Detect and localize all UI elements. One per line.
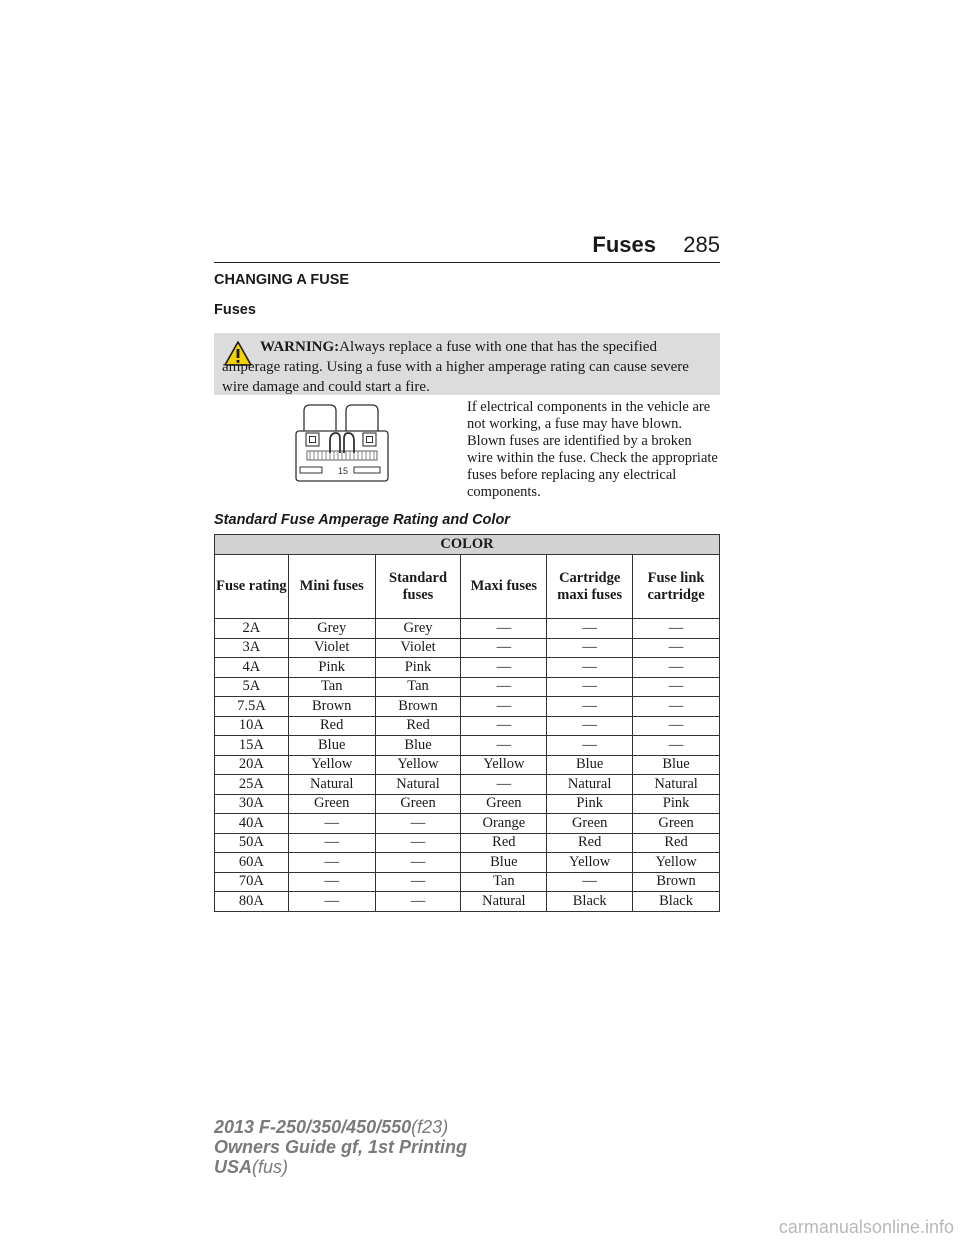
table-cell: — xyxy=(633,677,720,697)
page-header xyxy=(214,232,720,263)
footer-region-code: (fus) xyxy=(252,1157,289,1177)
table-cell: 4A xyxy=(215,658,289,678)
table-cell: Red xyxy=(375,716,461,736)
table-cell: Grey xyxy=(288,619,375,639)
table-cell: Blue xyxy=(461,853,547,873)
table-cell: — xyxy=(633,716,720,736)
column-header: Standard fuses xyxy=(375,555,461,619)
table-row xyxy=(215,677,720,697)
document-footer xyxy=(214,1117,467,1177)
table-cell: — xyxy=(547,716,633,736)
table-cell: Green xyxy=(288,794,375,814)
table-cell: Red xyxy=(461,833,547,853)
warning-text-block xyxy=(222,337,714,397)
table-row xyxy=(215,853,720,873)
table-cell: — xyxy=(461,658,547,678)
table-row xyxy=(215,892,720,912)
table-cell: — xyxy=(461,697,547,717)
table-cell: Brown xyxy=(633,872,720,892)
table-cell: Tan xyxy=(375,677,461,697)
table-cell: 10A xyxy=(215,716,289,736)
table-cell: Natural xyxy=(461,892,547,912)
table-cell: — xyxy=(633,638,720,658)
table-cell: — xyxy=(547,697,633,717)
section-heading: CHANGING A FUSE xyxy=(214,272,350,288)
table-cell: Blue xyxy=(375,736,461,756)
table-cell: — xyxy=(375,892,461,912)
table-cell: Tan xyxy=(461,872,547,892)
table-cell: 70A xyxy=(215,872,289,892)
table-cell: 5A xyxy=(215,677,289,697)
body-paragraph: If electrical components in the vehicle are not working, a fuse may have blown. Blown fuses are identified by a broken wire within the fuse. Check the appropriate fuses before replacing any electrical components. xyxy=(467,399,718,500)
footer-region-line xyxy=(214,1157,467,1177)
table-cell: Yellow xyxy=(288,755,375,775)
table-cell: 25A xyxy=(215,775,289,795)
table-row xyxy=(215,814,720,834)
table-row xyxy=(215,716,720,736)
column-header: Fuse rating xyxy=(215,555,289,619)
table-cell: Pink xyxy=(547,794,633,814)
table-cell: — xyxy=(547,872,633,892)
table-cell: — xyxy=(461,775,547,795)
table-cell: Green xyxy=(461,794,547,814)
table-cell: Blue xyxy=(547,755,633,775)
table-cell: — xyxy=(461,677,547,697)
table-cell: — xyxy=(633,736,720,756)
table-cell: Brown xyxy=(375,697,461,717)
table-cell: Blue xyxy=(633,755,720,775)
table-cell: — xyxy=(547,677,633,697)
table-cell: Red xyxy=(288,716,375,736)
table-cell: — xyxy=(633,658,720,678)
table-cell: Violet xyxy=(288,638,375,658)
table-group-header-row xyxy=(215,535,720,555)
table-row xyxy=(215,755,720,775)
table-cell: — xyxy=(461,638,547,658)
table-row xyxy=(215,697,720,717)
column-header: Cartridge maxi fuses xyxy=(547,555,633,619)
table-cell: Violet xyxy=(375,638,461,658)
table-cell: 3A xyxy=(215,638,289,658)
table-cell: — xyxy=(547,736,633,756)
table-cell: — xyxy=(461,619,547,639)
footer-printing-line: Owners Guide gf, 1st Printing xyxy=(214,1137,468,1157)
warning-box xyxy=(214,333,720,395)
table-row xyxy=(215,658,720,678)
table-cell: — xyxy=(288,872,375,892)
table-cell: 15A xyxy=(215,736,289,756)
table-cell: Yellow xyxy=(633,853,720,873)
column-header: Maxi fuses xyxy=(461,555,547,619)
table-cell: Tan xyxy=(288,677,375,697)
table-cell: Black xyxy=(633,892,720,912)
table-cell: — xyxy=(288,833,375,853)
table-cell: Yellow xyxy=(375,755,461,775)
table-cell: 7.5A xyxy=(215,697,289,717)
table-cell: Natural xyxy=(288,775,375,795)
page-title: Fuses xyxy=(592,232,656,257)
fuse-rating-label: 15 xyxy=(338,466,349,476)
table-cell: — xyxy=(633,697,720,717)
footer-model-code: (f23) xyxy=(411,1117,449,1137)
fuse-illustration xyxy=(292,403,392,489)
table-cell: Grey xyxy=(375,619,461,639)
table-header-row xyxy=(215,555,720,619)
table-cell: Yellow xyxy=(461,755,547,775)
warning-text: Always replace a fuse with one that has the specified amperage rating. Using a fuse with a higher amperage rating can cause severe wire damage and could start a fire. xyxy=(222,339,689,395)
table-cell: Natural xyxy=(633,775,720,795)
table-cell: Pink xyxy=(375,658,461,678)
table-cell: — xyxy=(547,619,633,639)
table-cell: Natural xyxy=(547,775,633,795)
table-cell: — xyxy=(547,658,633,678)
footer-model: 2013 F-250/350/450/550 xyxy=(214,1117,412,1137)
warning-label: WARNING: xyxy=(260,339,340,355)
table-cell: Pink xyxy=(633,794,720,814)
table-cell: — xyxy=(375,833,461,853)
table-cell: Green xyxy=(547,814,633,834)
table-cell: — xyxy=(375,853,461,873)
table-cell: — xyxy=(375,814,461,834)
table-cell: — xyxy=(375,872,461,892)
table-cell: Pink xyxy=(288,658,375,678)
fuse-color-table xyxy=(214,534,720,912)
table-cell: — xyxy=(288,814,375,834)
table-cell: Red xyxy=(547,833,633,853)
table-cell: 20A xyxy=(215,755,289,775)
table-cell: 2A xyxy=(215,619,289,639)
table-cell: — xyxy=(461,736,547,756)
table-cell: 50A xyxy=(215,833,289,853)
table-cell: — xyxy=(288,892,375,912)
table-cell: — xyxy=(547,638,633,658)
watermark: carmanualsonline.info xyxy=(778,1217,954,1237)
table-cell: 40A xyxy=(215,814,289,834)
table-row xyxy=(215,619,720,639)
table-cell: Brown xyxy=(288,697,375,717)
subsection-heading: Fuses xyxy=(214,302,256,318)
table-row xyxy=(215,833,720,853)
table-row xyxy=(215,794,720,814)
table-cell: — xyxy=(461,716,547,736)
footer-region: USA xyxy=(214,1157,253,1177)
table-row xyxy=(215,775,720,795)
table-cell: Orange xyxy=(461,814,547,834)
table-cell: — xyxy=(633,619,720,639)
column-header: Fuse link cartridge xyxy=(633,555,720,619)
table-cell: 30A xyxy=(215,794,289,814)
table-cell: Blue xyxy=(288,736,375,756)
table-cell: Black xyxy=(547,892,633,912)
table-cell: 60A xyxy=(215,853,289,873)
table-title: Standard Fuse Amperage Rating and Color xyxy=(214,512,510,528)
table-cell: — xyxy=(288,853,375,873)
table-cell: Red xyxy=(633,833,720,853)
table-row xyxy=(215,638,720,658)
table-cell: Green xyxy=(633,814,720,834)
table-cell: Green xyxy=(375,794,461,814)
table-cell: Yellow xyxy=(547,853,633,873)
color-group-header: COLOR xyxy=(215,535,720,555)
column-header: Mini fuses xyxy=(288,555,375,619)
page-number: 285 xyxy=(683,232,720,257)
table-row xyxy=(215,736,720,756)
table-cell: 80A xyxy=(215,892,289,912)
table-cell: Natural xyxy=(375,775,461,795)
table-row xyxy=(215,872,720,892)
footer-model-line xyxy=(214,1117,467,1137)
